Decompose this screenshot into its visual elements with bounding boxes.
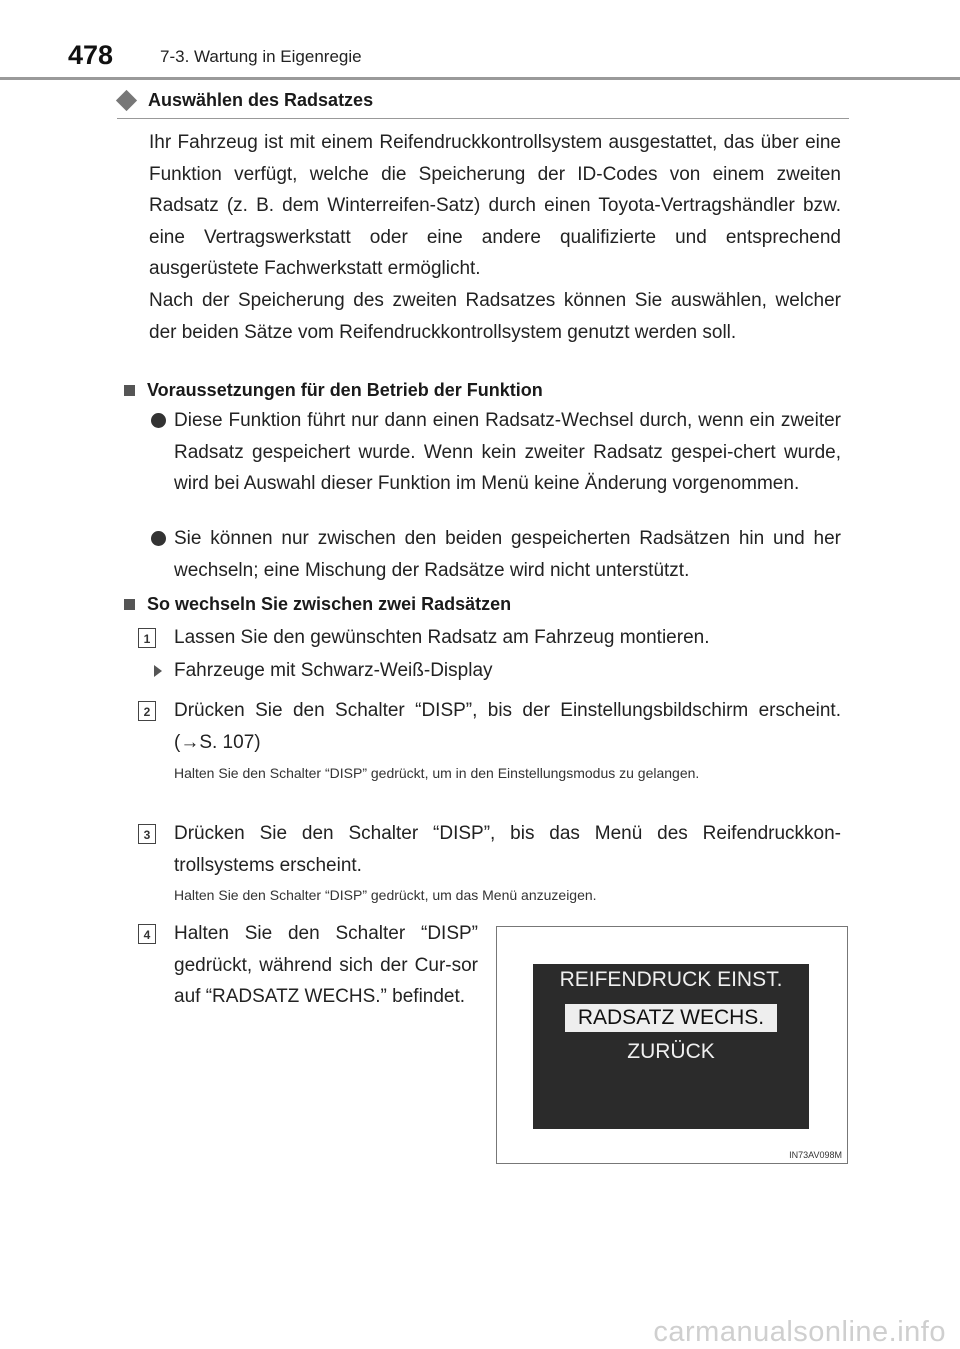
step-number-badge: 2 [138,701,156,721]
list-item [151,405,841,500]
step-text: Halten Sie den Schalter “DISP” gedrückt, während sich der Cur-sor auf “RADSATZ WECHS.” befindet. [174,923,478,1007]
figure-code: IN73AV098M [789,1150,842,1160]
list-item-text: Diese Funktion führt nur dann einen Radsatz-Wechsel durch, wenn ein zweiter Radsatz gespeichert wurde. Wenn kein zweiter Radsatz gespei-chert wurde, wird bei Auswahl dieser Funktion im Menü keine Änderung vorgenommen. [174,410,841,494]
step-4 [138,918,478,1013]
screen-selected-item: RADSATZ WECHS. [565,1004,777,1032]
subheading-switching [124,594,511,615]
screen-menu-title: REIFENDRUCK EINST. [559,968,783,991]
page-number: 478 [68,40,114,70]
paragraph-selection: Nach der Speicherung des zweiten Radsatzes können Sie auswählen, welcher der beiden Sätze vom Reifendruckkontrollsystem genutzt werden soll. [149,290,841,343]
bullet-dot-icon [151,413,166,428]
step-1 [138,622,841,654]
header-divider [0,77,960,80]
list-item-text: Sie können nur zwischen den beiden gespeicherten Radsätzen hin und her wechseln; eine Mischung der Radsätze wird nicht unterstützt. [174,528,841,581]
subheading-text: Voraussetzungen für den Betrieb der Funktion [147,380,543,400]
diamond-icon [116,90,137,111]
list-item [151,523,841,586]
section-divider [117,118,849,119]
step-text: Drücken Sie den Schalter “DISP”, bis das Menü des Reifendruckkon-trollsystems erscheint. [174,823,841,876]
bullet-dot-icon [151,531,166,546]
paragraph-intro: Ihr Fahrzeug ist mit einem Reifendruckkontrollsystem ausgestattet, das über eine Funktion verfügt, welche die Speicherung der ID-Codes von einem zweiten Radsatz (z. B. dem Winterreifen-Satz) durch einen Toyota-Vertragshändler bzw. eine Vertragswerkstatt oder eine andere qualifizierte und entsprechend ausgerüstete Fachwerkstatt ermöglicht. [149,132,841,279]
triangle-arrow-icon [154,665,162,677]
display-illustration [496,926,848,1164]
watermark-text: carmanualsonline.info [653,1316,946,1348]
square-bullet-icon [124,385,135,396]
chapter-title: 7-3. Wartung in Eigenregie [160,47,362,66]
page-footer [0,1312,960,1349]
step-2-note: Halten Sie den Schalter “DISP” gedrückt, um in den Einstellungsmodus zu gelangen. [174,765,700,781]
subheading-requirements [124,380,543,401]
step-text: Lassen Sie den gewünschten Radsatz am Fahrzeug montieren. [174,627,710,648]
screen-menu-item: ZURÜCK [627,1040,715,1063]
subheading-text: So wechseln Sie zwischen zwei Radsätzen [147,594,512,614]
step-text: Drücken Sie den Schalter “DISP”, bis der Einstellungsbildschirm erscheint. (→S. 107) [174,700,841,753]
square-bullet-icon [124,599,135,610]
step-3-note: Halten Sie den Schalter “DISP” gedrückt, um das Menü anzuzeigen. [174,887,597,903]
page-header [0,0,960,80]
variant-label [154,660,493,682]
step-2 [138,695,841,758]
variant-text: Fahrzeuge mit Schwarz-Weiß-Display [174,660,493,681]
step-number-badge: 3 [138,824,156,844]
step-number-badge: 4 [138,924,156,944]
display-screen [533,964,809,1129]
step-number-badge: 1 [138,628,156,648]
section-heading-text: Auswählen des Radsatzes [148,90,374,110]
section-heading-radsatz [117,90,373,111]
step-3 [138,818,841,881]
